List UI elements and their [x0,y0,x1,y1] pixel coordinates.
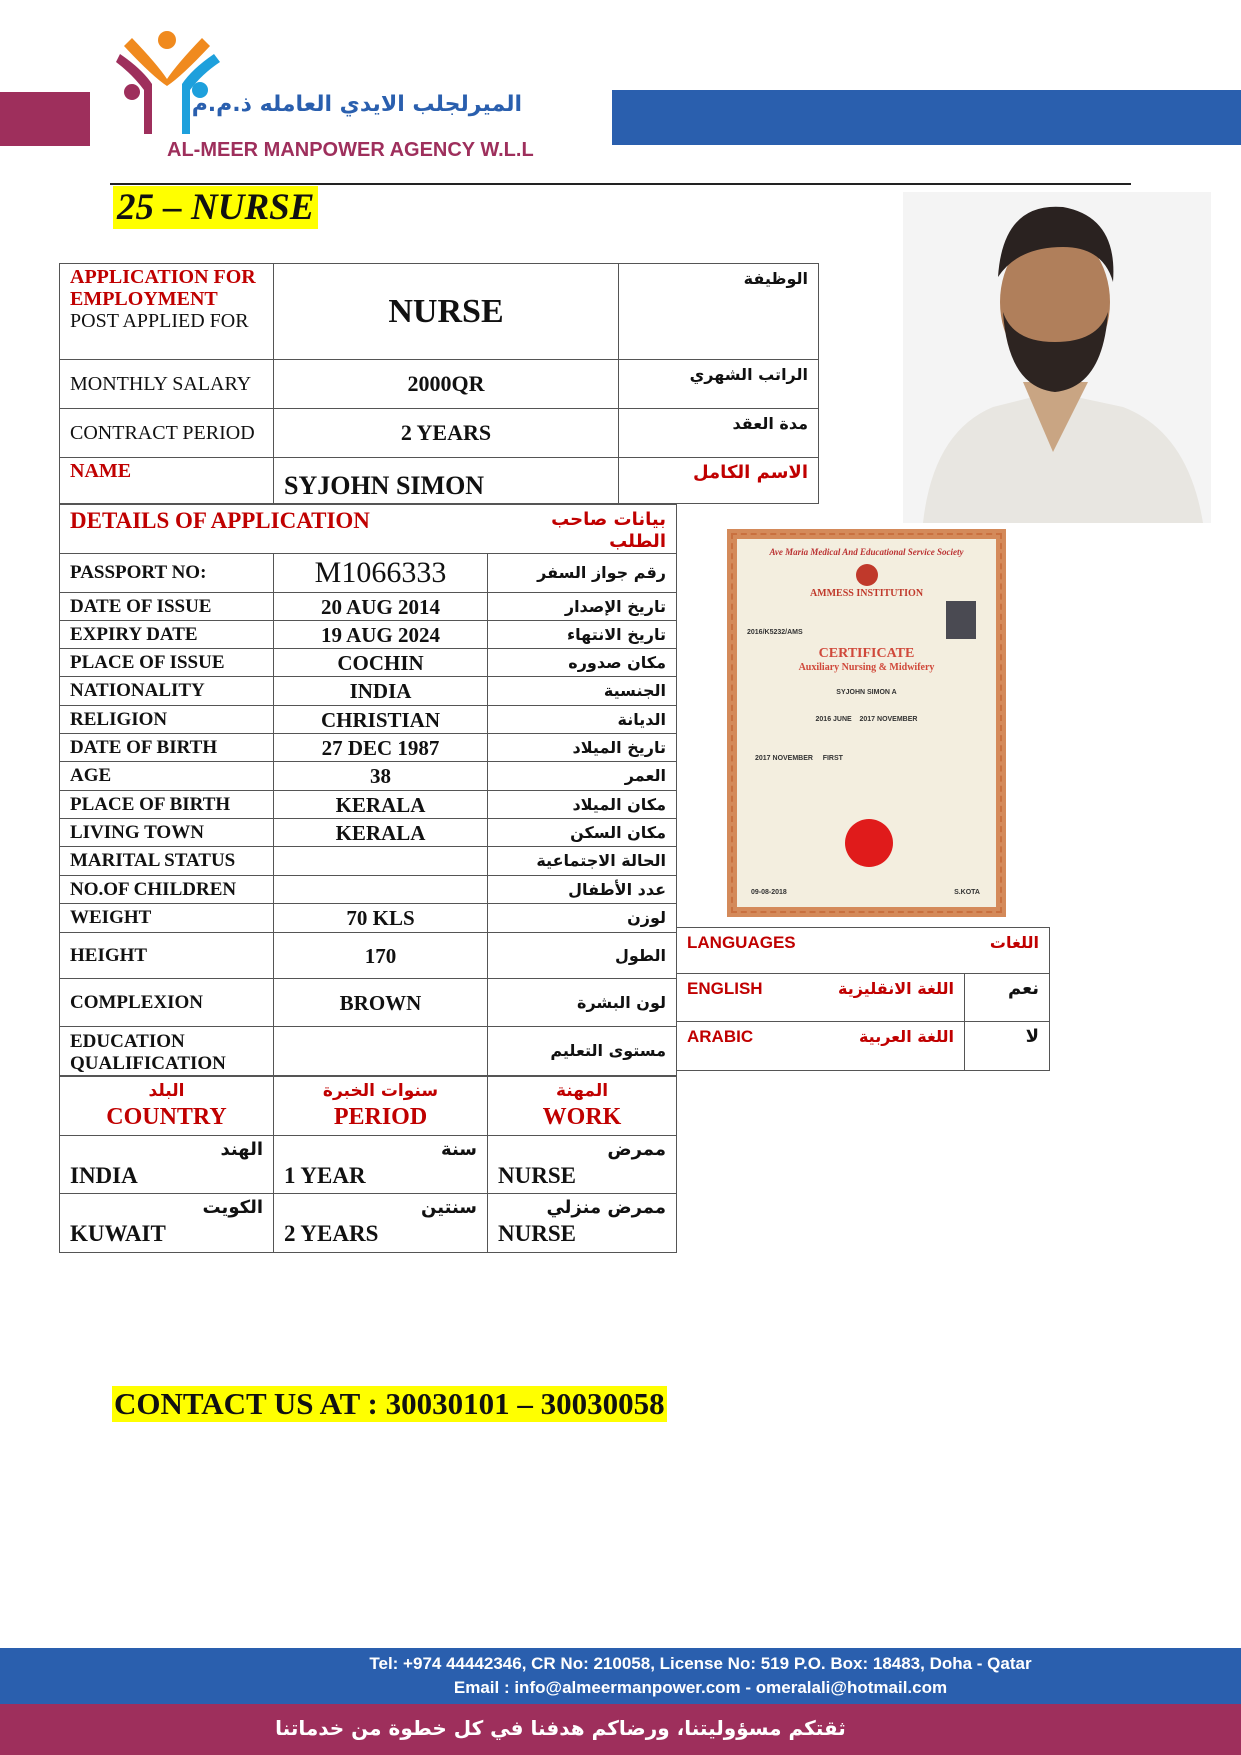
certificate-from: 2016 JUNE [815,716,852,723]
details-value: 19 AUG 2024 [274,621,488,649]
details-label: HEIGHT [60,933,274,979]
header-blue-bar [612,90,1241,145]
details-label-ar: العمر [488,762,677,791]
certificate-name: SYJOHN SIMON A [836,689,897,696]
post-applied-label-ar: الوظيفة [619,264,819,360]
details-row [60,593,677,621]
contract-row [60,409,819,458]
language-row-english [677,974,1050,1022]
details-label-ar: لون البشرة [488,979,677,1027]
languages-heading: LANGUAGES [687,933,796,952]
salary-label: MONTHLY SALARY [60,360,274,409]
details-label-ar: مكان الميلاد [488,791,677,819]
certificate-seal-icon [845,819,893,867]
contact-line: CONTACT US AT : 30030101 – 30030058 [114,1386,665,1421]
certificate-grade: FIRST [822,755,843,762]
certificate-photo [946,601,976,639]
header-magenta-bar [0,92,90,146]
certificate-title: CERTIFICATE [818,646,915,661]
application-table [59,263,819,504]
footer-slogan: ثقتكم مسؤوليتنا، ورضاكم هدفنا في كل خطوة من خدماتنا [275,1716,846,1740]
details-value: 38 [274,762,488,791]
language-name: ARABIC [687,1027,754,1046]
details-row [60,847,677,876]
header-divider [110,183,1131,185]
footer-phone-line: Tel: +974 44442346, CR No: 210058, License No: 519 P.O. Box: 18483, Doha - Qatar [369,1654,1032,1673]
language-name: ENGLISH [687,979,763,998]
details-label-ar: مكان صدوره [488,649,677,677]
header-ar: البلد [148,1081,185,1101]
certificate-institution: AMMESS INSTITUTION [809,588,924,599]
cell-en: NURSE [498,1221,576,1246]
details-row [60,762,677,791]
experience-header-row [60,1077,677,1136]
header-ar: المهنة [555,1081,609,1101]
details-value [274,847,488,876]
experience-header-country [60,1077,274,1136]
details-label: COMPLEXION [60,979,274,1027]
certificate-image [727,529,1006,917]
details-heading-row [60,505,677,554]
details-label: PASSPORT NO: [60,554,274,593]
experience-period [274,1194,488,1253]
name-row [60,458,819,504]
salary-row [60,360,819,409]
details-label-ar: رقم جواز السفر [488,554,677,593]
details-row [60,1027,677,1076]
details-label: PLACE OF BIRTH [60,791,274,819]
details-label-ar: الديانة [488,706,677,734]
details-row [60,554,677,593]
details-label: NATIONALITY [60,677,274,706]
certificate-date: 09-08-2018 [751,889,787,896]
details-label: PLACE OF ISSUE [60,649,274,677]
company-name-arabic: الميرلجلب الايدي العامله ذ.م.م [191,92,522,117]
cell-en: KUWAIT [70,1221,166,1246]
form-column [59,263,818,1253]
details-row [60,706,677,734]
language-answer: لا [965,1022,1050,1071]
footer-slogan-bar [0,1704,1241,1755]
details-value: 27 DEC 1987 [274,734,488,762]
experience-header-work [488,1077,677,1136]
details-row [60,621,677,649]
post-applied-label: POST APPLIED FOR [70,310,249,332]
certificate-emblem-icon [856,564,878,586]
details-value [274,876,488,904]
details-value: INDIA [274,677,488,706]
details-value: CHRISTIAN [274,706,488,734]
cell-en: 2 YEARS [284,1221,379,1246]
certificate-period [737,715,996,724]
language-name-ar: اللغة الانقليزية [838,979,954,998]
certificate-to: 2017 NOVEMBER [859,716,918,723]
details-label: DATE OF ISSUE [60,593,274,621]
experience-header-period [274,1077,488,1136]
languages-table [676,927,1050,1071]
experience-row [60,1194,677,1253]
header-en: WORK [542,1104,622,1130]
details-value: KERALA [274,791,488,819]
details-row [60,904,677,933]
details-row [60,819,677,847]
details-value [274,1027,488,1076]
certificate-exam [737,754,996,763]
details-label-ar: عدد الأطفال [488,876,677,904]
details-label-ar: تاريخ الميلاد [488,734,677,762]
cell-ar: سنة [441,1138,477,1160]
details-label-ar: الحالة الاجتماعية [488,847,677,876]
company-name-english: AL-MEER MANPOWER AGENCY W.L.L [167,139,534,161]
experience-row [60,1136,677,1194]
details-value: COCHIN [274,649,488,677]
experience-country [60,1194,274,1253]
details-row [60,876,677,904]
applicant-photo [903,192,1211,523]
details-label-ar: تاريخ الانتهاء [488,621,677,649]
details-label: NO.OF CHILDREN [60,876,274,904]
experience-work [488,1136,677,1194]
details-row [60,979,677,1027]
footer-info-bar [0,1648,1241,1704]
details-label: LIVING TOWN [60,819,274,847]
details-row [60,791,677,819]
experience-table [59,1076,677,1253]
details-value: 170 [274,933,488,979]
cell-ar: ممرض [607,1138,666,1160]
cell-ar: سنتين [421,1197,477,1218]
details-row [60,734,677,762]
experience-period [274,1136,488,1194]
cell-en: INDIA [70,1162,138,1188]
language-name-ar: اللغة العربية [858,1027,954,1046]
cell-en: NURSE [498,1162,576,1188]
certificate-exam-date: 2017 NOVEMBER [755,755,813,762]
language-row-arabic [677,1022,1050,1071]
name-label-ar: الاسم الكامل [619,458,819,504]
experience-country [60,1136,274,1194]
salary-label-ar: الراتب الشهري [619,360,819,409]
salary-value: 2000QR [274,360,619,409]
details-row [60,649,677,677]
details-label-ar: الجنسية [488,677,677,706]
contract-label: CONTRACT PERIOD [60,409,274,458]
details-label: AGE [60,762,274,791]
details-heading: DETAILS OF APPLICATION [60,505,488,554]
header-en: PERIOD [333,1104,428,1130]
details-label: RELIGION [60,706,274,734]
details-value: M1066333 [274,554,488,593]
details-heading-ar: بيانات صاحب الطلب [488,505,677,554]
post-applied-row [60,264,819,360]
languages-heading-row [677,928,1050,974]
certificate-society: Ave Maria Medical And Educational Service Society [769,547,964,557]
details-label: DATE OF BIRTH [60,734,274,762]
details-row [60,933,677,979]
languages-heading-ar: اللغات [989,933,1040,952]
details-label-ar: مستوى التعليم [488,1027,677,1076]
contract-label-ar: مدة العقد [619,409,819,458]
details-value: KERALA [274,819,488,847]
header-ar: سنوات الخبرة [322,1081,439,1101]
certificate-reg-no: 2016/K5232/AMS [747,629,803,636]
experience-work [488,1194,677,1253]
contract-value: 2 YEARS [274,409,619,458]
details-label: WEIGHT [60,904,274,933]
application-heading: APPLICATION FOR EMPLOYMENT [70,266,256,310]
name-label: NAME [60,458,274,504]
language-answer: نعم [965,974,1050,1022]
details-label: EXPIRY DATE [60,621,274,649]
certificate-place: S.KOTA [954,889,980,896]
details-label: EDUCATION QUALIFICATION [60,1027,274,1076]
cell-ar: ممرض منزلي [546,1197,666,1218]
details-value: 20 AUG 2014 [274,593,488,621]
footer-email-line: Email : info@almeermanpower.com - omeralali@hotmail.com [453,1678,948,1697]
details-label-ar: الطول [488,933,677,979]
details-value: 70 KLS [274,904,488,933]
post-applied-value: NURSE [274,264,619,360]
cell-ar: الكويت [202,1197,263,1218]
header-en: COUNTRY [106,1104,227,1130]
details-label: MARITAL STATUS [60,847,274,876]
cell-ar: الهند [220,1138,263,1160]
page-title: 25 – NURSE [113,186,318,229]
details-label-ar: لوزن [488,904,677,933]
details-table [59,504,677,1076]
details-label-ar: مكان السكن [488,819,677,847]
details-value: BROWN [274,979,488,1027]
name-value: SYJOHN SIMON [274,458,619,504]
details-row [60,677,677,706]
cell-en: 1 YEAR [284,1162,366,1188]
details-label-ar: تاريخ الإصدار [488,593,677,621]
certificate-course: Auxiliary Nursing & Midwifery [798,662,935,673]
